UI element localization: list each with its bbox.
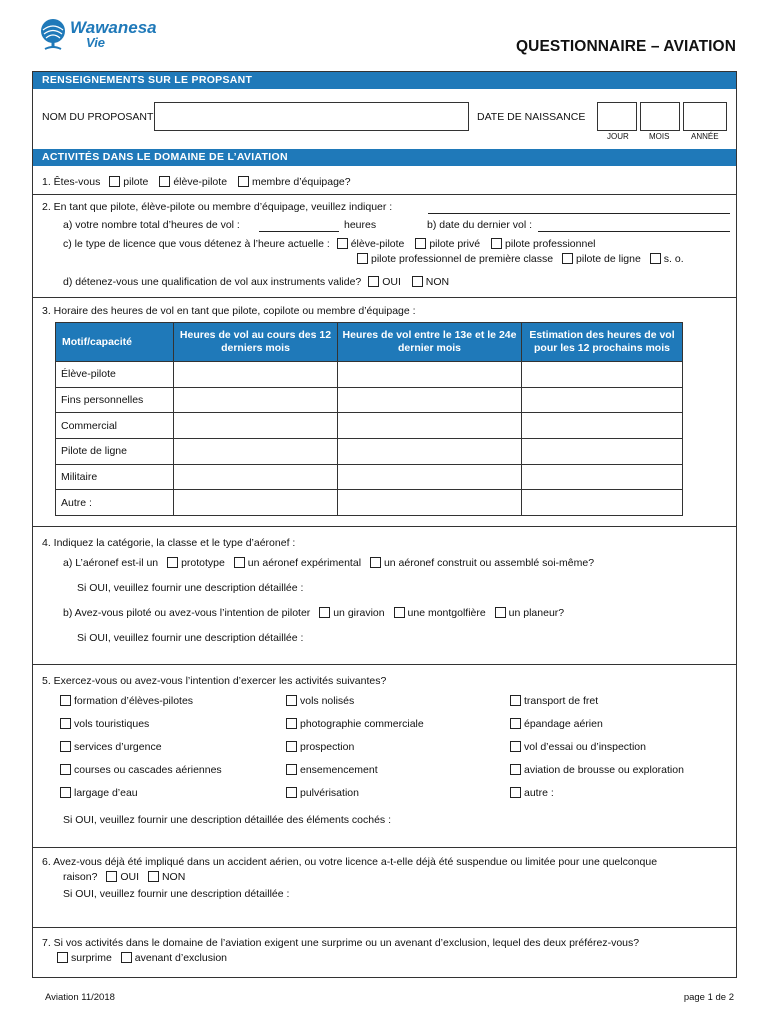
q2-d-oui-label: OUI [382,276,401,288]
table-cell-input[interactable] [338,490,522,516]
logo-subtext: Vie [86,35,106,50]
q5-label: épandage aérien [524,718,603,730]
q2-a-label: a) votre nombre total d’heures de vol : [63,219,240,231]
q5-checkbox[interactable] [60,764,71,775]
annee-input[interactable] [683,102,727,131]
q4-a-experimental-label: un aéronef expérimental [247,557,362,569]
q5-label: vol d’essai ou d’inspection [524,741,646,753]
q5-label: services d’urgence [74,741,162,753]
q4-b-montgolfiere-label: une montgolfière [407,607,486,619]
table-cell-input[interactable] [522,362,683,388]
divider [33,664,736,665]
q5-checkbox[interactable] [510,718,521,729]
q5-col1-item [58,695,193,707]
row-label: Fins personnelles [56,387,174,413]
q4-b-giravion-label: un giravion [333,607,385,619]
q6-text2: raison? [63,871,98,883]
q2-c-label: c) le type de licence que vous détenez à l’heure actuelle : [63,238,330,250]
q5-label: prospection [300,741,355,753]
q4-a [63,557,594,569]
q5-col3-item [508,787,554,799]
table-cell-input[interactable] [174,439,338,465]
q5-label: transport de fret [524,695,599,707]
q2-b-input[interactable] [538,231,730,232]
q2-c-eleve-checkbox[interactable] [337,238,348,249]
divider [33,194,736,195]
q2-c-eleve-label: élève-pilote [350,238,405,250]
q5-col2-item [284,764,378,776]
q4-b [63,607,564,619]
q4-a-prototype-label: prototype [181,557,225,569]
table-row [56,413,683,439]
table-cell-input[interactable] [338,362,522,388]
col-header-13-24-mois: Heures de vol entre le 13e et le 24e dernier mois [338,323,522,362]
wawanesa-logo [38,18,156,52]
row-label: Autre : [56,490,174,516]
q5-col2-item [284,787,359,799]
divider [33,847,736,848]
col-header-motif: Motif/capacité [56,323,174,362]
q5-checkbox[interactable] [60,695,71,706]
q5-checkbox[interactable] [286,718,297,729]
divider [33,297,736,298]
table-cell-input[interactable] [338,464,522,490]
q5-checkbox[interactable] [60,718,71,729]
annee-label: ANNÉE [691,132,719,141]
q5-col1-item [58,741,162,753]
q5-note: Si OUI, veuillez fournir une description détaillée des éléments cochés : [63,814,392,826]
q6-text1: 6. Avez-vous déjà été impliqué dans un accident aérien, ou votre licence a-t-elle déjà été suspendue ou limitée pour une quelconque [42,856,658,868]
q5-col3-item [508,764,684,776]
q5-checkbox[interactable] [510,695,521,706]
table-row [56,362,683,388]
nom-label: NOM DU PROPOSANT [42,111,154,123]
mois-label: MOIS [649,132,670,141]
q5-col1-item [58,718,149,730]
q3-text: 3. Horaire des heures de vol en tant que pilote, copilote ou membre d’équipage : [42,305,416,317]
q6-non-label: NON [161,871,186,883]
q2-b-label: b) date du dernier vol : [427,219,533,231]
q7-avenant-checkbox[interactable] [121,952,132,963]
table-cell-input[interactable] [522,439,683,465]
row-label: Élève-pilote [56,362,174,388]
q2-c-prive-checkbox[interactable] [415,238,426,249]
q2-c2 [355,253,684,265]
q2-c-pro-label: pilote professionnel [505,238,596,250]
q4-b-note: Si OUI, veuillez fournir une description détaillée : [77,632,304,644]
q2-c-so-label: s. o. [663,253,684,265]
table-cell-input[interactable] [174,387,338,413]
table-cell-input[interactable] [338,439,522,465]
table-cell-input[interactable] [522,413,683,439]
q1-equipage-checkbox[interactable] [238,176,249,187]
divider [33,526,736,527]
logo-wordmark: Wawanesa [70,18,157,37]
q5-col2-item [284,718,424,730]
q6-oui-checkbox[interactable] [106,871,117,882]
row-label: Pilote de ligne [56,439,174,465]
q6-non-checkbox[interactable] [148,871,159,882]
q2-c-so-checkbox[interactable] [650,253,661,264]
q5-label: largage d’eau [74,787,138,799]
q2-c-pro1-checkbox[interactable] [357,253,368,264]
q5-col3-item [508,695,598,707]
table-cell-input[interactable] [522,490,683,516]
q5-col3-item [508,718,603,730]
q4-b-planeur-label: un planeur? [508,607,565,619]
nom-input[interactable] [154,102,469,131]
q5-label: courses ou cascades aériennes [74,764,222,776]
q2-a-input[interactable] [259,231,339,232]
table-row [56,464,683,490]
q5-label: ensemencement [300,764,378,776]
q5-checkbox[interactable] [60,741,71,752]
q2-c-pro1-label: pilote professionnel de première classe [371,253,554,265]
q2-c [63,238,596,250]
q6-line2 [63,871,185,883]
table-cell-input[interactable] [338,413,522,439]
q7-text: 7. Si vos activités dans le domaine de l’aviation exigent une surprime ou un avenant d’exclusion, lequel des deux préférez-vous? [42,937,640,949]
q1-equipage-label: membre d’équipage? [251,176,351,188]
date-label: DATE DE NAISSANCE [477,111,586,123]
q1-pilote-label: pilote [123,176,149,188]
q2-text: 2. En tant que pilote, élève-pilote ou membre d’équipage, veuillez indiquer : [42,201,393,213]
q5-label: autre : [524,787,554,799]
q4-text: 4. Indiquez la catégorie, la classe et le type d’aéronef : [42,537,296,549]
q2-d [63,276,449,288]
q5-checkbox[interactable] [510,787,521,798]
q4-a-prototype-checkbox[interactable] [167,557,178,568]
table-header-row [56,323,683,362]
q1-text: 1. Êtes-vous [42,176,101,188]
q5-checkbox[interactable] [60,787,71,798]
q2-line[interactable] [428,213,730,214]
col-header-estimation: Estimation des heures de vol pour les 12 prochains mois [522,323,683,362]
q2-d-non-checkbox[interactable] [412,276,423,287]
q1 [42,176,351,188]
q4-a-construit-label: un aéronef construit ou assemblé soi-même? [383,557,595,569]
q4-a-experimental-checkbox[interactable] [234,557,245,568]
table-cell-input[interactable] [174,490,338,516]
section-activites-header: ACTIVITÉS DANS LE DOMAINE DE L’AVIATION [33,149,736,166]
q5-checkbox[interactable] [286,741,297,752]
q5-col1-item [58,787,138,799]
col-header-12-mois: Heures de vol au cours des 12 derniers mois [174,323,338,362]
q7-surprime-checkbox[interactable] [57,952,68,963]
q2-d-oui-checkbox[interactable] [368,276,379,287]
table-row [56,490,683,516]
q2-c-prive-label: pilote privé [429,238,481,250]
q2-d-non-label: NON [425,276,450,288]
row-label: Commercial [56,413,174,439]
row-label: Militaire [56,464,174,490]
q5-label: formation d’élèves-pilotes [74,695,194,707]
jour-input[interactable] [597,102,637,131]
q5-col3-item [508,741,646,753]
q5-checkbox[interactable] [510,741,521,752]
q5-checkbox[interactable] [286,695,297,706]
footer-form-id: Aviation 11/2018 [45,992,115,1003]
q4-b-planeur-checkbox[interactable] [495,607,506,618]
q5-label: aviation de brousse ou exploration [524,764,684,776]
jour-label: JOUR [607,132,629,141]
mois-input[interactable] [640,102,680,131]
q2-c-ligne-checkbox[interactable] [562,253,573,264]
table-row [56,439,683,465]
q2-c-pro-checkbox[interactable] [491,238,502,249]
table-row [56,387,683,413]
q5-label: vols nolisés [300,695,355,707]
q1-eleve-label: élève-pilote [173,176,228,188]
q2-d-label: d) détenez-vous une qualification de vol aux instruments valide? [63,276,362,288]
q5-checkbox[interactable] [286,764,297,775]
q4-a-construit-checkbox[interactable] [370,557,381,568]
q1-pilote-checkbox[interactable] [109,176,120,187]
q6-oui-label: OUI [120,871,140,883]
q5-label: vols touristiques [74,718,150,730]
document-title: QUESTIONNAIRE – AVIATION [516,38,736,55]
flight-hours-table [55,322,683,516]
q4-a-note: Si OUI, veuillez fournir une description détaillée : [77,582,304,594]
q5-text: 5. Exercez-vous ou avez-vous l’intention d’exercer les activités suivantes? [42,675,387,687]
q4-b-label: b) Avez-vous piloté ou avez-vous l’intention de piloter [63,607,311,619]
q5-col2-item [284,695,354,707]
q5-label: pulvérisation [300,787,359,799]
q5-col2-item [284,741,354,753]
q4-b-montgolfiere-checkbox[interactable] [394,607,405,618]
q5-label: photographie commerciale [300,718,424,730]
footer-page-number: page 1 de 2 [683,992,734,1003]
q5-checkbox[interactable] [286,787,297,798]
q4-a-label: a) L’aéronef est-il un [63,557,159,569]
table-cell-input[interactable] [174,413,338,439]
table-cell-input[interactable] [174,362,338,388]
q5-col1-item [58,764,222,776]
section-proposant-header: RENSEIGNEMENTS SUR LE PROPSANT [33,72,736,89]
q7-surprime-label: surprime [71,952,112,964]
table-cell-input[interactable] [522,464,683,490]
q4-b-giravion-checkbox[interactable] [319,607,330,618]
q6-note: Si OUI, veuillez fournir une description détaillée : [63,888,290,900]
q2-c-ligne-label: pilote de ligne [576,253,641,265]
divider [33,927,736,928]
table-cell-input[interactable] [522,387,683,413]
q1-eleve-checkbox[interactable] [159,176,170,187]
q5-checkbox[interactable] [510,764,521,775]
table-cell-input[interactable] [174,464,338,490]
q2-a-unit: heures [344,219,377,231]
q7-options [55,952,227,964]
table-cell-input[interactable] [338,387,522,413]
q7-avenant-label: avenant d’exclusion [134,952,227,964]
